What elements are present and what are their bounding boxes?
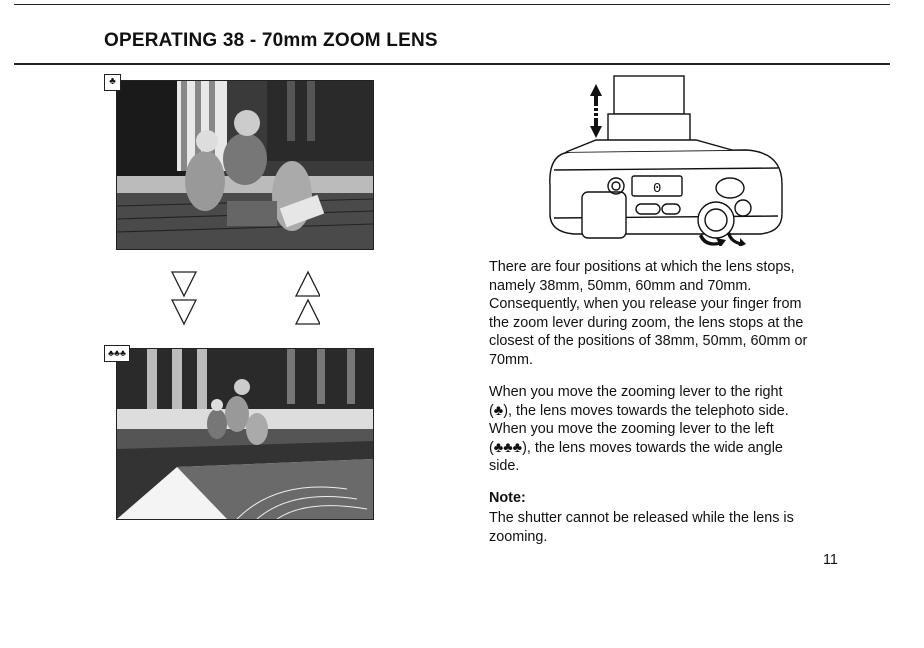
text-line: the zoom lever during zoom, the lens stops at the: [489, 314, 804, 331]
telephoto-photo: [116, 80, 374, 250]
page-title: OPERATING 38 - 70mm ZOOM LENS: [104, 30, 438, 51]
text-line: namely 38mm, 50mm, 60mm and 70mm.: [489, 277, 752, 294]
zoom-direction-arrows: [170, 268, 320, 332]
text-line: The shutter cannot be released while the lens is: [489, 510, 794, 526]
text-line: (♣♣♣), the lens moves towards the wide angle: [489, 439, 783, 456]
down-arrow-icon: [172, 272, 196, 296]
text-line: When you move the zooming lever to the left: [489, 421, 774, 438]
lcd-display: 0: [653, 181, 662, 197]
lens-zoom-arrow-icon: [590, 84, 602, 138]
text-line: (♣), the lens moves towards the telephoto side.: [489, 402, 789, 419]
text-line: zooming.: [489, 528, 548, 545]
wide-angle-photo: [116, 348, 374, 520]
tree-single-icon: ♣: [109, 76, 116, 87]
note-heading: Note:: [489, 490, 526, 506]
telephoto-tag: [104, 74, 121, 91]
text-line: Consequently, when you release your finger from: [489, 296, 802, 313]
wide-angle-tag: [104, 345, 130, 362]
text-line: When you move the zooming lever to the right: [489, 384, 783, 400]
up-arrow-icon: [296, 272, 320, 296]
up-arrow-icon: [296, 300, 320, 324]
text-line: closest of the positions of 38mm, 50mm, 60mm or: [489, 333, 808, 350]
paragraph-zoom-lever: [489, 383, 841, 476]
paragraph-lens-positions: [489, 258, 841, 370]
note-text: [489, 509, 841, 546]
top-rule: [14, 4, 890, 5]
tree-triple-icon: ♣♣♣: [108, 348, 126, 358]
down-arrow-icon: [172, 300, 196, 324]
text-line: 70mm.: [489, 351, 533, 368]
text-line: side.: [489, 458, 520, 475]
title-underline: [14, 63, 890, 65]
page-number: 11: [823, 552, 838, 568]
text-line: There are four positions at which the lens stops,: [489, 259, 795, 275]
camera-top-illustration: [546, 74, 786, 246]
